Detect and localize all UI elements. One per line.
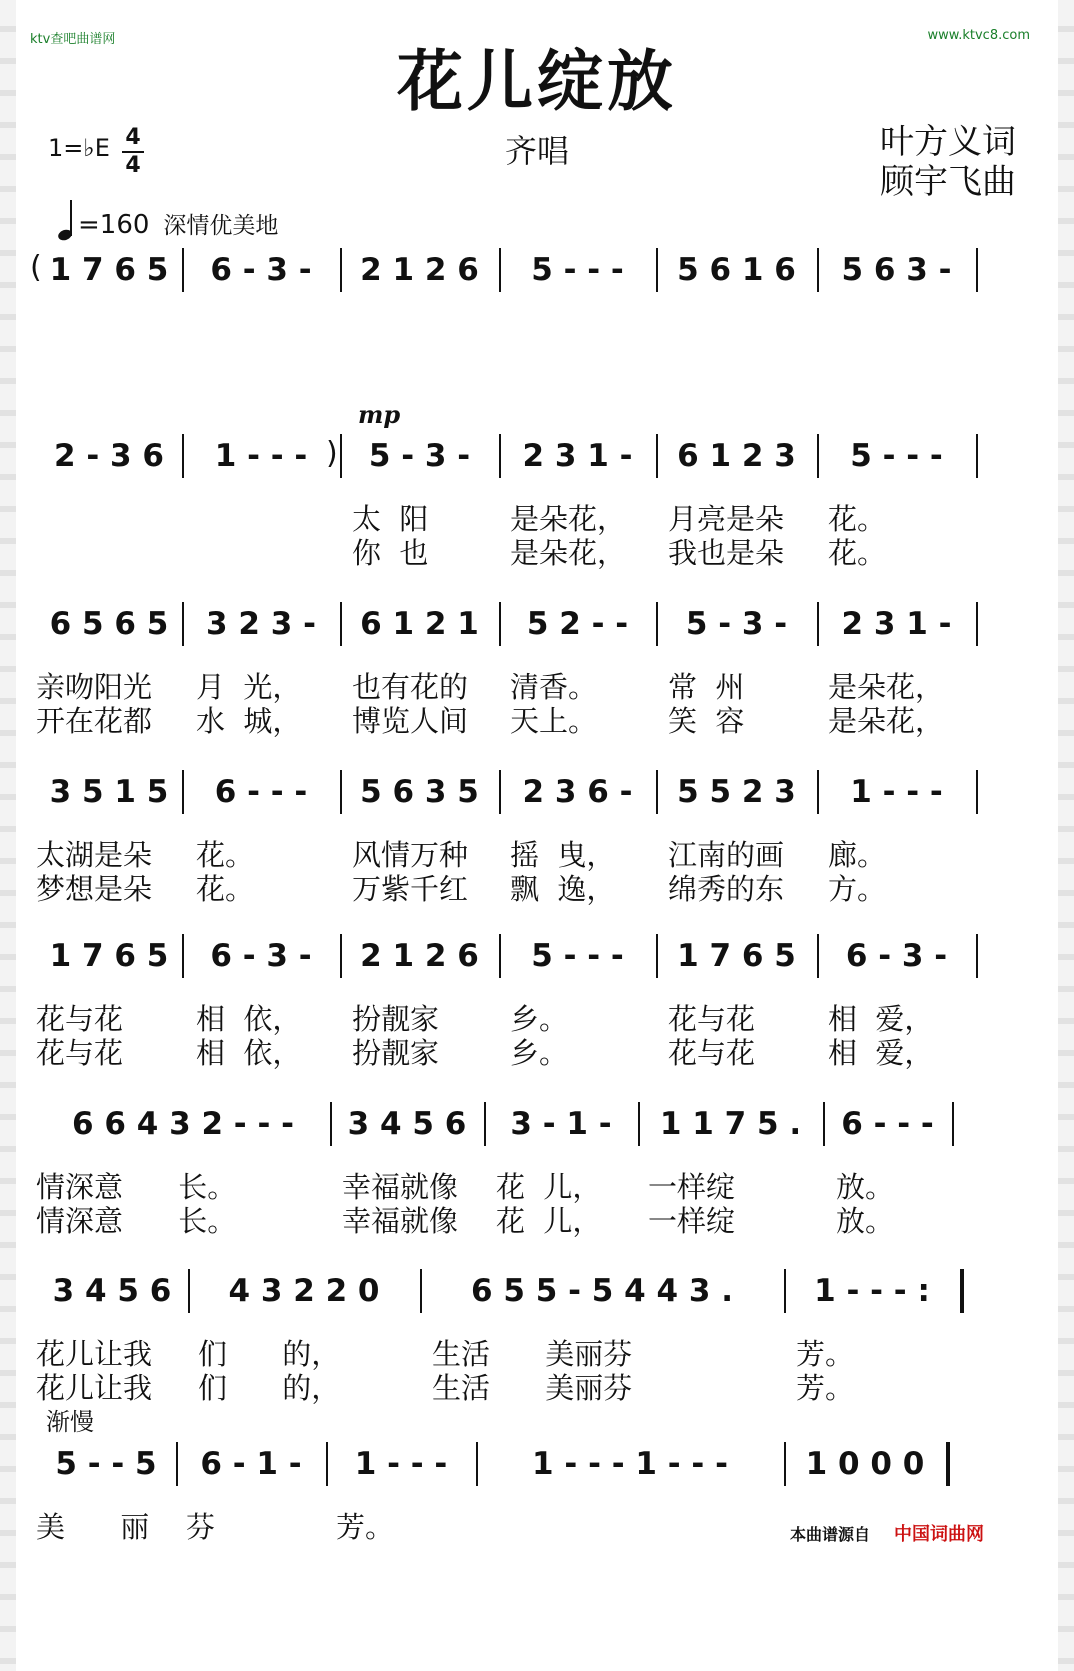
barline [340,934,342,978]
measure: 6 5 5 - 5 4 4 3 . [471,1273,733,1309]
lyric-segment: 花。 [196,838,255,872]
barline [499,602,501,646]
dynamic-marking: mp [358,400,401,429]
staff-line [36,1100,1044,1148]
repeat-paren-open: ( [30,250,42,285]
lyric-line-1 [36,502,1044,536]
barline [182,934,184,978]
lyric-segment: 幸福就像 [342,1170,459,1204]
staff-line [36,432,1044,480]
lyric-segment: 芳。 [796,1337,855,1371]
lyric-line-2 [36,1544,1044,1578]
lyric-segment: 风情万种 [352,838,469,872]
lyric-line-2 [36,704,1044,738]
measure: 5 - - - [531,938,624,974]
measure: 6 - 1 - [200,1446,302,1482]
measure: 4 3 2 2 0 [228,1273,380,1309]
barline [182,770,184,814]
barline [340,434,342,478]
lyric-segment: 芳。 [336,1510,395,1544]
lyric-segment: 花与花 [36,1002,124,1036]
staff-line [36,1440,1044,1488]
lyric-segment: 江南的画 [668,838,785,872]
barline [817,934,819,978]
measure: 3 4 5 6 [52,1273,172,1309]
measure: 5 - 3 - [368,438,471,474]
lyric-line-1 [36,1170,1044,1204]
lyric-segment: 我也是朵 [668,536,785,570]
lyric-segment: 生活 美丽芬 [432,1371,633,1405]
lyric-line-2 [36,1371,1044,1405]
lyric-segment: 月亮是朵 [668,502,785,536]
measure: 5 2 - - [526,606,629,642]
lyric-segment: 花 儿， [496,1170,602,1204]
score-system-4 [36,768,1044,906]
lyric-segment: 廊。 [828,838,887,872]
lyric-segment: 芳。 [796,1371,855,1405]
staff-line [30,246,1044,294]
barline [638,1102,640,1146]
lyric-segment: 方。 [828,872,887,906]
barline [817,770,819,814]
lyric-segment: 相 爱， [828,1036,934,1070]
measure: 5 - - 5 [55,1446,157,1482]
barline [656,248,658,292]
lyric-segment: 扮靓家 [352,1002,440,1036]
staff-line [36,1267,1044,1315]
score-system-5 [36,932,1044,1070]
score-system-8 [36,1440,1044,1578]
barline [960,1269,964,1313]
lyric-segment: 放。 [836,1170,895,1204]
time-signature-bottom: 4 [125,153,141,178]
lyric-line-2 [36,872,1044,906]
lyric-line-1 [36,1002,1044,1036]
barline [976,934,978,978]
measure: 6 - 3 - [210,938,312,974]
measure: 2 - 3 6 [54,438,164,474]
performance-type: 齐唱 [504,132,569,170]
measure: 5 - 3 - [685,606,788,642]
lyric-segment: 乡。 [510,1036,569,1070]
lyric-line-2 [36,1204,1044,1238]
site-name-left[interactable]: ktv查吧曲谱网 [30,32,116,47]
barline [420,1269,422,1313]
barline [976,248,978,292]
staff-line [36,932,1044,980]
measure: 2 1 2 6 [360,938,479,974]
lyric-segment: 绵秀的东 [668,872,785,906]
lyric-segment: 飘 逸， [510,872,616,906]
lyric-segment: 花儿让我 [36,1371,153,1405]
measure: 1 7 6 5 [677,938,796,974]
song-title: 花儿绽放 [397,43,677,120]
measure: 1 0 0 0 [805,1446,925,1482]
barline [976,602,978,646]
score-system-2 [36,432,1044,570]
repeat-paren-close: ) [326,436,338,471]
measure: 1 7 6 5 [49,938,169,974]
lyric-segment: 芬 [186,1510,216,1544]
lyric-segment: 是朵花， [828,670,945,704]
lyric-segment: 常 州 [668,670,745,704]
lyric-segment: 月 光， [196,670,302,704]
lyric-segment: 花与花 [36,1036,124,1070]
lyric-segment: 一样绽 [648,1170,736,1204]
lyric-segment: 梦想是朵 [36,872,153,906]
barline [330,1102,332,1146]
lyric-segment: 花。 [828,536,887,570]
quarter-note-icon [58,200,74,240]
lyric-segment: 你 也 [352,536,429,570]
tempo-marking [58,200,278,240]
barline [340,248,342,292]
measure: 6 - - - [214,774,308,810]
barline [340,770,342,814]
lyric-line-1 [36,316,1044,350]
barline [656,934,658,978]
barline [784,1442,786,1486]
credits [880,122,1016,202]
measure: 6 6 4 3 2 - - - [72,1106,294,1142]
barline [499,934,501,978]
lyric-segment: 水 城， [196,704,302,738]
barline [188,1269,190,1313]
barline [976,434,978,478]
measure: 5 - - - [531,252,624,288]
lyric-segment: 花儿让我 [36,1337,153,1371]
side-watermark-strip-left [0,0,16,1671]
measure: 2 3 1 - [841,606,952,642]
measure: 3 5 1 5 [49,774,169,810]
barline [176,1442,178,1486]
measure: 6 1 2 1 [360,606,479,642]
barline [946,1442,950,1486]
lyric-segment: 花与花 [668,1036,756,1070]
lyric-segment: 是朵花， [510,536,627,570]
barline [182,434,184,478]
lyric-segment: 情深意 长。 [36,1204,237,1238]
score-system-3 [36,600,1044,738]
measure: 1 7 6 5 [49,252,169,288]
lyric-segment: 太湖是朵 [36,838,153,872]
measure: 3 - 1 - [510,1106,612,1142]
staff-line [36,600,1044,648]
lyric-segment: 花 儿， [496,1204,602,1238]
barline [182,602,184,646]
lyric-segment: 清香。 [510,670,598,704]
measure: 1 - - - : [814,1273,930,1309]
lyric-line-2 [36,536,1044,570]
footer-site[interactable]: 中国词曲网 [894,1524,984,1545]
barline [976,770,978,814]
barline [499,434,501,478]
lyric-segment: 乡。 [510,1002,569,1036]
lyric-segment: 是朵花， [510,502,627,536]
ritardando-marking: 渐慢 [46,1408,94,1436]
barline [340,602,342,646]
measure: 1 - - - [354,1446,448,1482]
time-signature-top: 4 [125,125,141,150]
barline [817,248,819,292]
measure: 5 6 3 5 [360,774,479,810]
barline [476,1442,478,1486]
barline [823,1102,825,1146]
barline [784,1269,786,1313]
measure: 3 2 3 - [206,606,316,642]
lyric-segment: 摇 曳， [510,838,616,872]
measure: 6 5 6 5 [49,606,169,642]
lyric-segment: 扮靓家 [352,1036,440,1070]
site-url-right[interactable]: www.ktvc8.com [927,28,1030,43]
barline [656,602,658,646]
lyric-segment: 万紫千红 [352,872,469,906]
side-watermark-strip-right [1058,0,1074,1671]
lyric-segment: 们 的， [198,1371,341,1405]
score-system-7 [36,1267,1044,1405]
score-system-6 [36,1100,1044,1238]
lyric-segment: 相 依， [196,1036,302,1070]
barline [484,1102,486,1146]
lyric-segment: 亲吻阳光 [36,670,153,704]
staff-line [36,768,1044,816]
lyric-line-2 [36,350,1044,384]
lyric-segment: 放。 [836,1204,895,1238]
score-system-1 [30,246,1044,384]
lyric-segment: 太 阳 [352,502,429,536]
lyric-segment: 博览人间 [352,704,469,738]
key-signature: 1=♭E [48,134,110,162]
barline [182,248,184,292]
lyricist: 叶方义词 [880,122,1016,162]
measure: 5 6 3 - [841,252,952,288]
measure: 2 3 6 - [522,774,633,810]
barline [952,1102,954,1146]
barline [656,434,658,478]
measure: 2 1 2 6 [360,252,479,288]
measure: 1 - - - [850,774,943,810]
lyric-segment: 相 依， [196,1002,302,1036]
lyric-segment: 花。 [828,502,887,536]
lyric-segment: 生活 美丽芬 [432,1337,633,1371]
tempo-expression: 深情优美地 [163,213,279,239]
measure: 3 4 5 6 [347,1106,467,1142]
lyric-segment: 一样绽 [648,1204,736,1238]
lyric-line-1 [36,670,1044,704]
measure: 6 - 3 - [845,938,948,974]
measure: 5 6 1 6 [677,252,796,288]
footer-source: 本曲谱源自 [790,1525,871,1544]
composer: 顾宇飞曲 [880,162,1016,202]
lyric-segment: 幸福就像 [342,1204,459,1238]
measure: 5 5 2 3 [677,774,796,810]
lyric-segment: 们 的， [198,1337,341,1371]
lyric-segment: 美 丽 [36,1510,150,1544]
lyric-segment: 开在花都 [36,704,153,738]
measure: 6 - - - [841,1106,934,1142]
barline [817,602,819,646]
measure: 2 3 1 - [522,438,633,474]
measure: 6 - 3 - [210,252,312,288]
lyric-segment: 花。 [196,872,255,906]
barline [326,1442,328,1486]
lyric-segment: 相 爱， [828,1002,934,1036]
lyric-line-1 [36,838,1044,872]
measure: 1 - - - 1 - - - [532,1446,728,1482]
lyric-segment: 天上。 [510,704,598,738]
barline [499,248,501,292]
lyric-segment: 笑 容 [668,704,745,738]
measure: 6 1 2 3 [677,438,796,474]
lyric-segment: 也有花的 [352,670,469,704]
lyric-segment: 是朵花， [828,704,945,738]
lyric-segment: 情深意 长。 [36,1170,237,1204]
measure: 1 - - - [214,438,308,474]
lyric-line-1 [36,1510,1044,1544]
barline [817,434,819,478]
tempo-bpm: =160 [78,210,150,240]
lyric-segment: 花与花 [668,1002,756,1036]
measure: 1 1 7 5 . [659,1106,802,1142]
barline [499,770,501,814]
lyric-line-1 [36,1337,1044,1371]
lyric-line-2 [36,1036,1044,1070]
measure: 5 - - - [850,438,943,474]
barline [656,770,658,814]
